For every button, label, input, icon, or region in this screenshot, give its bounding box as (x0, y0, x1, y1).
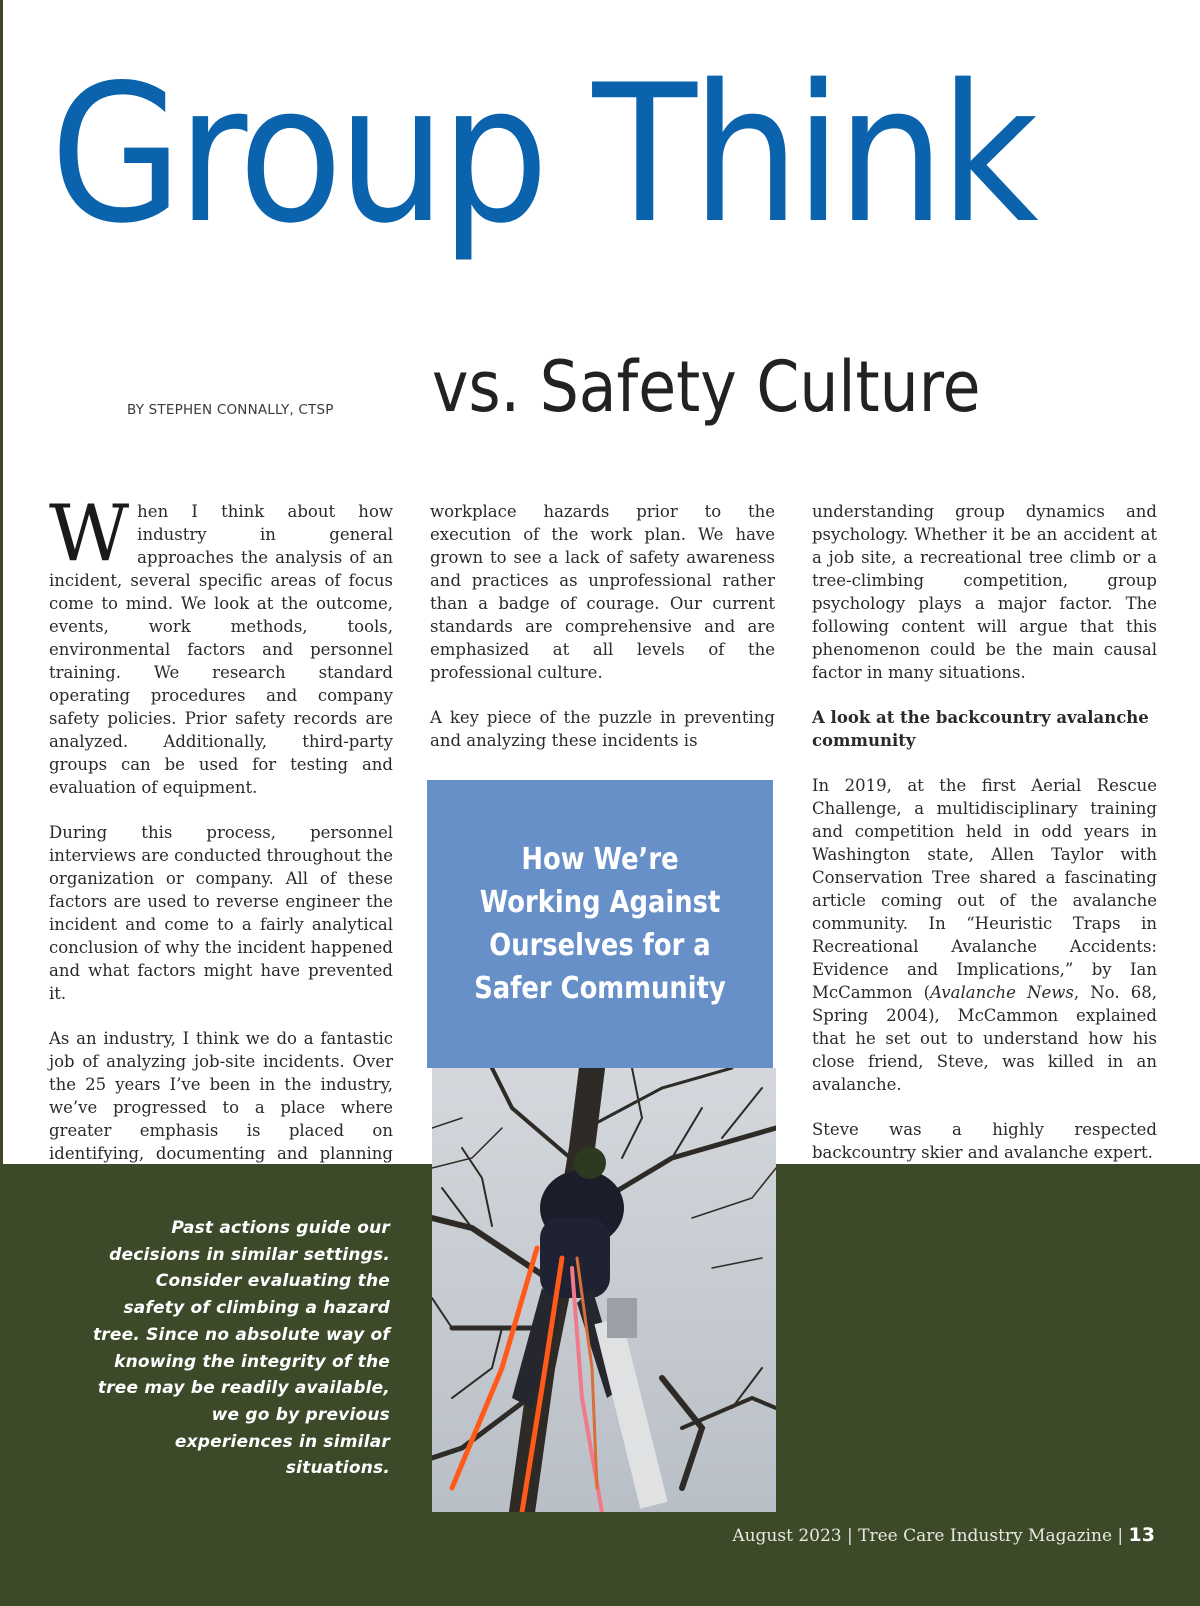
byline: BY STEPHEN CONNALLY, CTSP (127, 402, 334, 418)
paragraph (812, 774, 1157, 1096)
paragraph: workplace hazards prior to the execution of the work plan. We have grown to see a lack of safety awareness and practices as unprofessional rather than a badge of courage. Our current standards are comprehensive and are emphasized at all levels of the professional culture. (430, 502, 775, 682)
climber-photo (432, 1068, 776, 1512)
paragraph-text: In 2019, at the first Aerial Rescue Challenge, a multidisciplinary training and competition held in odd years in Washington state, Allen Taylor with Conservation Tree shared a fascinating article coming out of the avalanche community. In “Heuristic Traps in Recreational Avalanche Accidents: Evidence and Implications,” by Ian McCammon ( (812, 776, 1157, 1002)
paragraph (49, 489, 393, 799)
page-footer (732, 1524, 1155, 1546)
article-title: Group Think (50, 44, 1034, 265)
page-edge-rule (0, 0, 3, 1164)
page-number: 13 (1128, 1524, 1155, 1546)
footer-issue: August 2023 | Tree Care Industry Magazine | (732, 1526, 1124, 1546)
article-subtitle: vs. Safety Culture (432, 346, 981, 428)
paragraph: As an industry, I think we do a fantastic job of analyzing job-site incidents. Over the 25 years I’ve been in the industry, we’ve progressed to a place where greater emphasis is placed on identifying, documenting and planning (49, 1029, 393, 1163)
body-column-2 (430, 500, 775, 774)
paragraph: understanding group dynamics and psychology. Whether it be an accident at a job site, a recreational tree climb or a tree-climbing competition, group psychology plays a major factor. The following content will argue that this phenomenon could be the main causal factor in many situations. (812, 502, 1157, 682)
publication-title: Avalanche News (930, 983, 1074, 1002)
pull-quote: Past actions guide our decisions in similar settings. Consider evaluating the safety of climbing a hazard tree. Since no absolute way of knowing the integrity of the tree may be readily available, we go by previous experiences in similar situations. (92, 1218, 390, 1479)
paragraph: Steve was a highly respected backcountry skier and avalanche expert. (812, 1120, 1157, 1162)
callout-text: How We’re Working Against Ourselves for a Safer Community (474, 842, 726, 1006)
drop-cap: W (49, 489, 130, 579)
body-column-3 (812, 500, 1157, 1186)
callout-box (427, 780, 773, 1068)
paragraph-text: , No. 68, Spring 2004), McCammon explained that he set out to understand how his close friend, Steve, was killed in an avalanche. (812, 983, 1157, 1094)
section-heading: A look at the backcountry avalanche community (812, 708, 1149, 750)
paragraph: A key piece of the puzzle in preventing and analyzing these incidents is (430, 708, 775, 750)
paragraph: During this process, personnel interviews are conducted throughout the organization or company. All of these factors are used to reverse engineer the incident and come to a fairly analytical conclusion of why the incident happened and what factors might have prevented it. (49, 823, 393, 1003)
paragraph-text: hen I think about how industry in general approaches the analysis of an incident, several specific areas of focus come to mind. We look at the outcome, events, work methods, tools, environmental factors and personnel training. We research standard operating procedures and company safety policies. Prior safety records are analyzed. Additionally, third-party groups can be used for testing and evaluation of equipment. (49, 502, 393, 797)
body-column-1 (49, 489, 393, 1210)
